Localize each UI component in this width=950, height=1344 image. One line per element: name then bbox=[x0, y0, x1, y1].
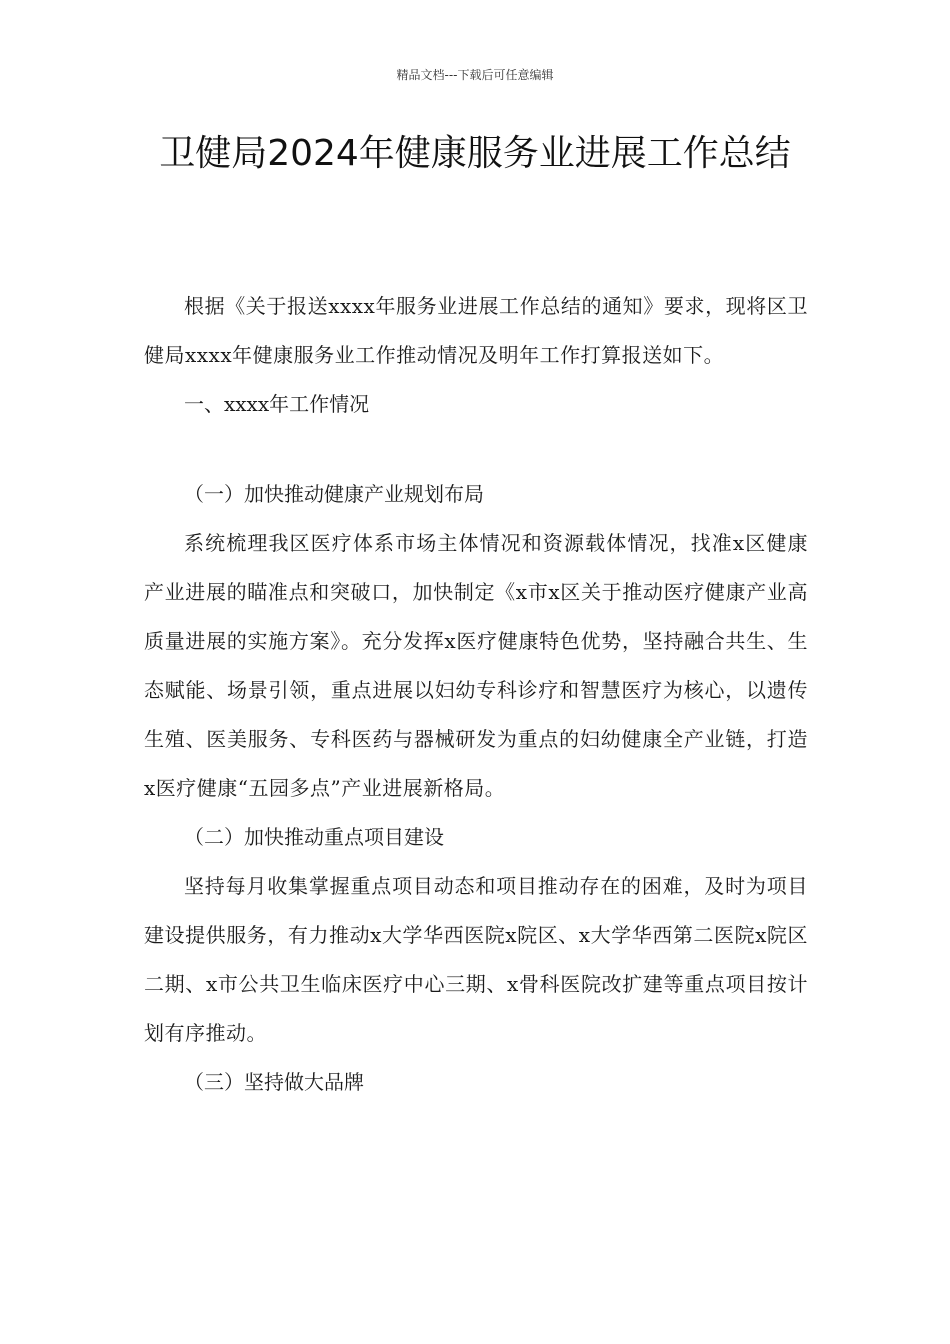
subsection-heading-3: （三）坚持做大品牌 bbox=[184, 1070, 364, 1094]
intro-paragraph: 根据《关于报送xxxx年服务业进展工作总结的通知》要求，现将区卫健局xxxx年健康服务业工作推动情况及明年工作打算报送如下。 bbox=[144, 294, 808, 367]
subsection-heading-1: （一）加快推动健康产业规划布局 bbox=[184, 482, 484, 506]
page-title: 卫健局2024年健康服务业进展工作总结 bbox=[159, 133, 791, 174]
header-note: 精品文档---下载后可任意编辑 bbox=[396, 68, 554, 82]
subsection-heading-2: （二）加快推动重点项目建设 bbox=[184, 825, 444, 849]
subsection-2-paragraph: 坚持每月收集掌握重点项目动态和项目推动存在的困难，及时为项目建设提供服务，有力推动x大学华西医院x院区、x大学华西第二医院x院区二期、x市公共卫生临床医疗中心三期、x骨科医院改扩建等重点项目按计划有序推动。 bbox=[144, 874, 808, 1045]
document-body bbox=[144, 282, 808, 1107]
subsection-1-paragraph: 系统梳理我区医疗体系市场主体情况和资源载体情况，找准x区健康产业进展的瞄准点和突破口，加快制定《x市x区关于推动医疗健康产业高质量进展的实施方案》。充分发挥x医疗健康特色优势，坚持融合共生、生态赋能、场景引领，重点进展以妇幼专科诊疗和智慧医疗为核心，以遗传生殖、医美服务、专科医药与器械研发为重点的妇幼健康全产业链，打造x医疗健康“五园多点”产业进展新格局。 bbox=[144, 531, 808, 800]
spacer bbox=[144, 429, 808, 470]
section-heading-1: 一、xxxx年工作情况 bbox=[184, 392, 370, 416]
